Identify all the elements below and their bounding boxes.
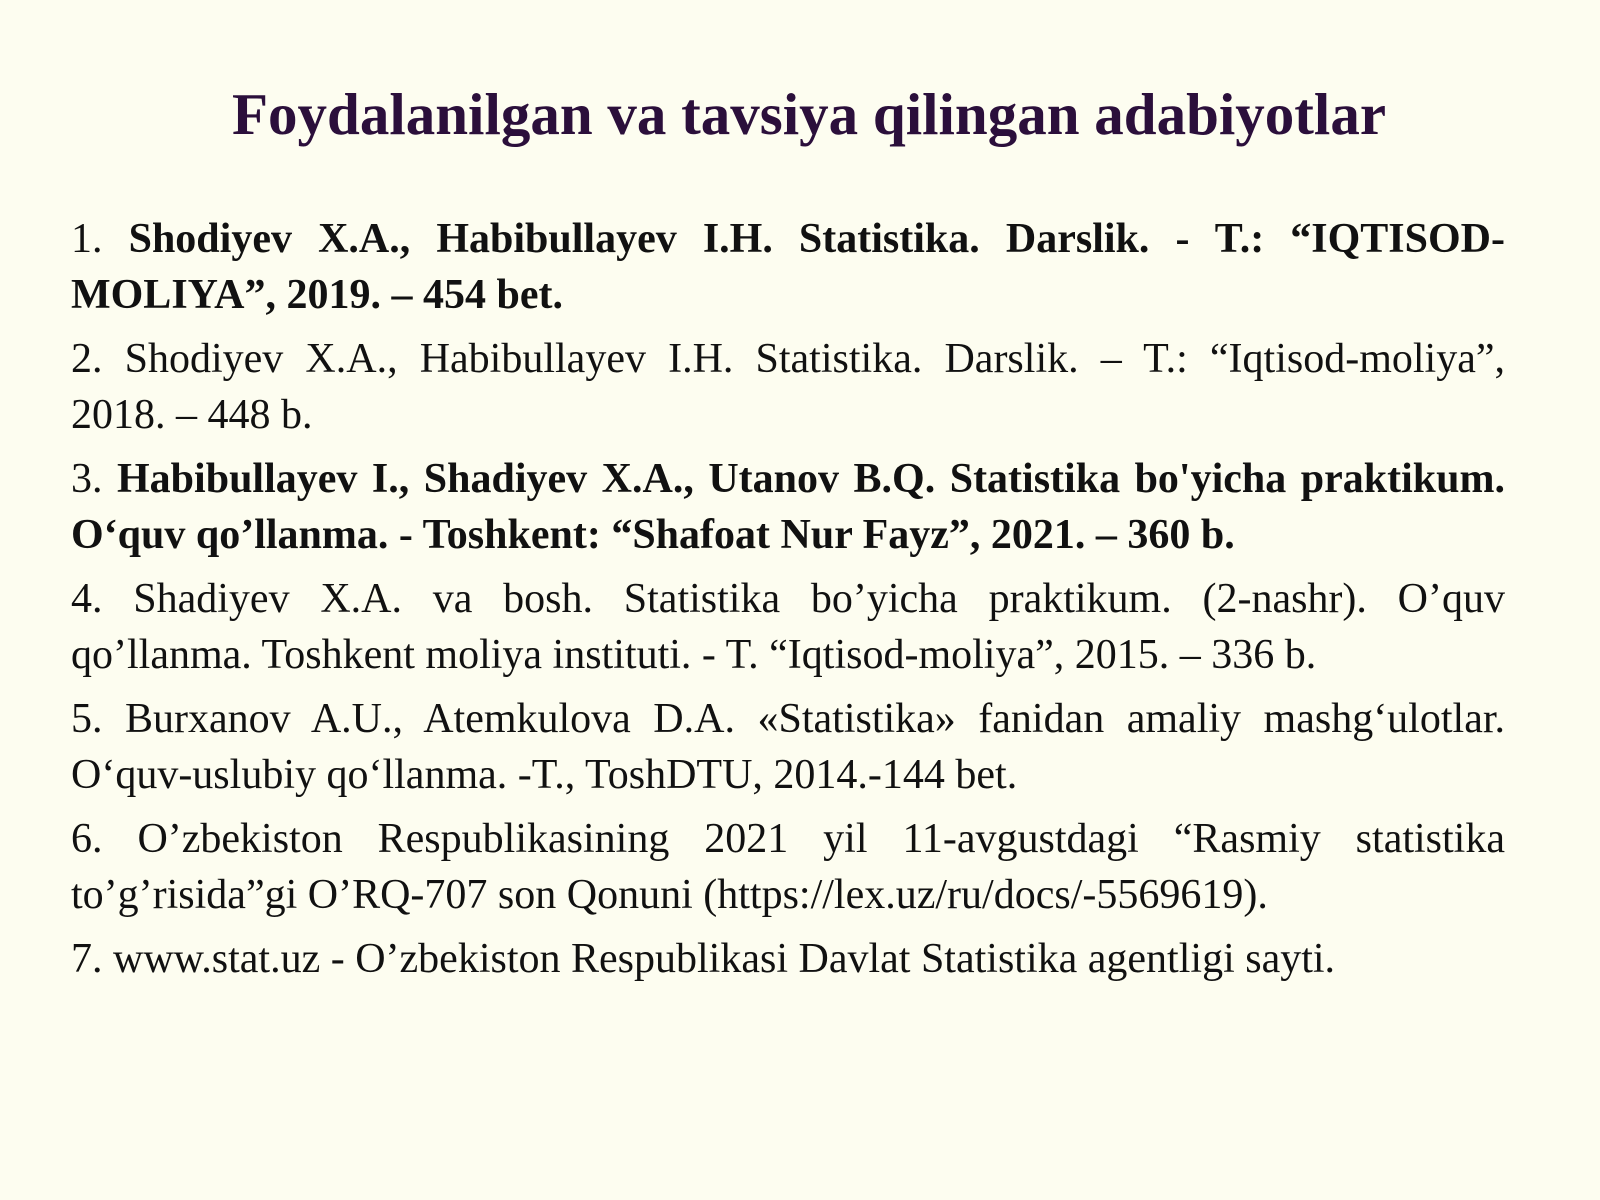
reference-item-5 [71,691,1505,803]
reference-text: Shodiyev X.A., Habibullayev I.H. Statistika. Darslik. - T.: “IQTISOD-MOLIYA”, 2019. – 454 bet. [71,216,1505,318]
reference-item-4 [71,571,1505,683]
reference-item-1 [71,211,1505,323]
reference-number: 6. [71,816,103,862]
reference-list [71,211,1505,995]
reference-text: Shodiyev X.A., Habibullayev I.H. Statistika. Darslik. – T.: “Iqtisod-moliya”, 2018. – 448 b. [71,336,1506,438]
reference-item-7 [71,931,1505,987]
reference-number: 7. [71,936,103,982]
reference-text: O’zbekiston Respublikasining 2021 yil 11-avgustdagi “Rasmiy statistika to’g’risida”gi O’RQ-707 son Qonuni (https://lex.uz/ru/docs/-5569619). [71,816,1505,918]
reference-number: 4. [71,576,103,622]
reference-number: 3. [71,456,103,502]
reference-item-6 [71,811,1505,923]
reference-number: 2. [71,336,103,382]
reference-number: 5. [71,696,103,742]
reference-item-2 [71,331,1505,443]
reference-text: Habibullayev I., Shadiyev X.A., Utanov B.Q. Statistika bo'yicha praktikum. O‘quv qo’llanma. - Toshkent: “Shafoat Nur Fayz”, 2021. – 360 b. [71,456,1506,558]
reference-text: www.stat.uz - O’zbekiston Respublikasi Davlat Statistika agentligi sayti. [113,936,1336,982]
page-title: Foydalanilgan va tavsiya qilingan adabiyotlar [232,81,1387,147]
reference-item-3 [71,451,1505,563]
reference-number: 1. [71,216,103,262]
reference-text: Burxanov A.U., Atemkulova D.A. «Statistika» fanidan amaliy mashg‘ulotlar. O‘quv-uslubiy qo‘llanma. -T., ToshDTU, 2014.-144 bet. [71,696,1505,798]
reference-text: Shadiyev X.A. va bosh. Statistika bo’yicha praktikum. (2-nashr). O’quv qo’llanma. Toshkent moliya instituti. - T. “Iqtisod-moliya”, 2015. – 336 b. [71,576,1505,678]
